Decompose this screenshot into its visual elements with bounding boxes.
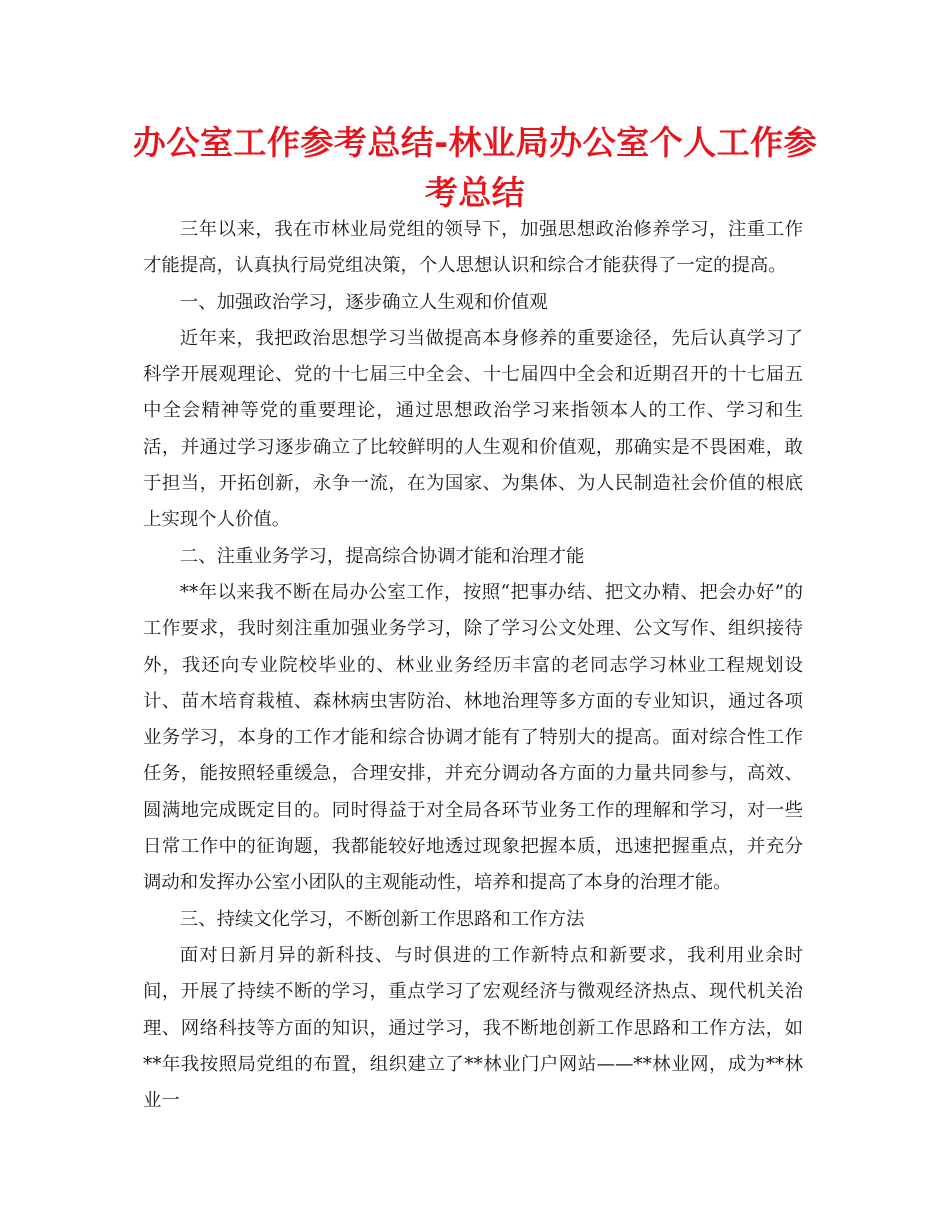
section-paragraph-3: 面对日新月异的新科技、与时俱进的工作新特点和新要求，我利用业余时间，开展了持续不断的学习，重点学习了宏观经济与微观经济热点、现代机关治理、网络科技等方面的知识，通过学习，我不断地创新工作思路和工作方法，如**年我按照局党组的布置，组织建立了**林业门户网站——**林业网，成为**林业一: [143, 944, 803, 1112]
section-heading-1: 一、加强政治学习，逐步确立人生观和价值观: [179, 291, 548, 313]
intro-paragraph: 三年以来，我在市林业局党组的领导下，加强思想政治修养学习，注重工作才能提高，认真执行局党组决策，个人思想认识和综合才能获得了一定的提高。: [143, 219, 803, 277]
section-heading-2: 二、注重业务学习，提高综合协调才能和治理才能: [179, 545, 585, 567]
section-paragraph-2: **年以来我不断在局办公室工作，按照“把事办结、把文办精、把会办好”的工作要求，我时刻注重加强业务学习，除了学习公文处理、公文写作、组织接待外，我还向专业院校毕业的、林业业务经历丰富的老同志学习林业工程规划设计、苗木培育栽植、森林病虫害防治、林地治理等多方面的专业知识，通过各项业务学习，本身的工作才能和综合协调才能有了特别大的提高。面对综合性工作任务，能按照轻重缓急，合理安排，并充分调动各方面的力量共同参与，高效、圆满地完成既定目的。同时得益于对全局各环节业务工作的理解和学习，对一些日常工作中的征询题，我都能较好地透过现象把握本质，迅速把握重点，并充分调动和发挥办公室小团队的主观能动性，培养和提高了本身的治理才能。: [143, 581, 803, 894]
section-paragraph-1: 近年来，我把政治思想学习当做提高本身修养的重要途径，先后认真学习了科学开展观理论、党的十七届三中全会、十七届四中全会和近期召开的十七届五中全会精神等党的重要理论，通过思想政治学习来指领本人的工作、学习和生活，并通过学习逐步确立了比较鲜明的人生观和价值观，那确实是不畏困难，敢于担当，开拓创新，永争一流，在为国家、为集体、为人民制造社会价值的根底上实现个人价值。: [143, 327, 803, 531]
section-heading-3: 三、持续文化学习，不断创新工作思路和工作方法: [179, 908, 585, 930]
document-body: [143, 212, 803, 1119]
document-title: 办公室工作参考总结-林业局办公室个人工作参考总结: [132, 123, 818, 212]
